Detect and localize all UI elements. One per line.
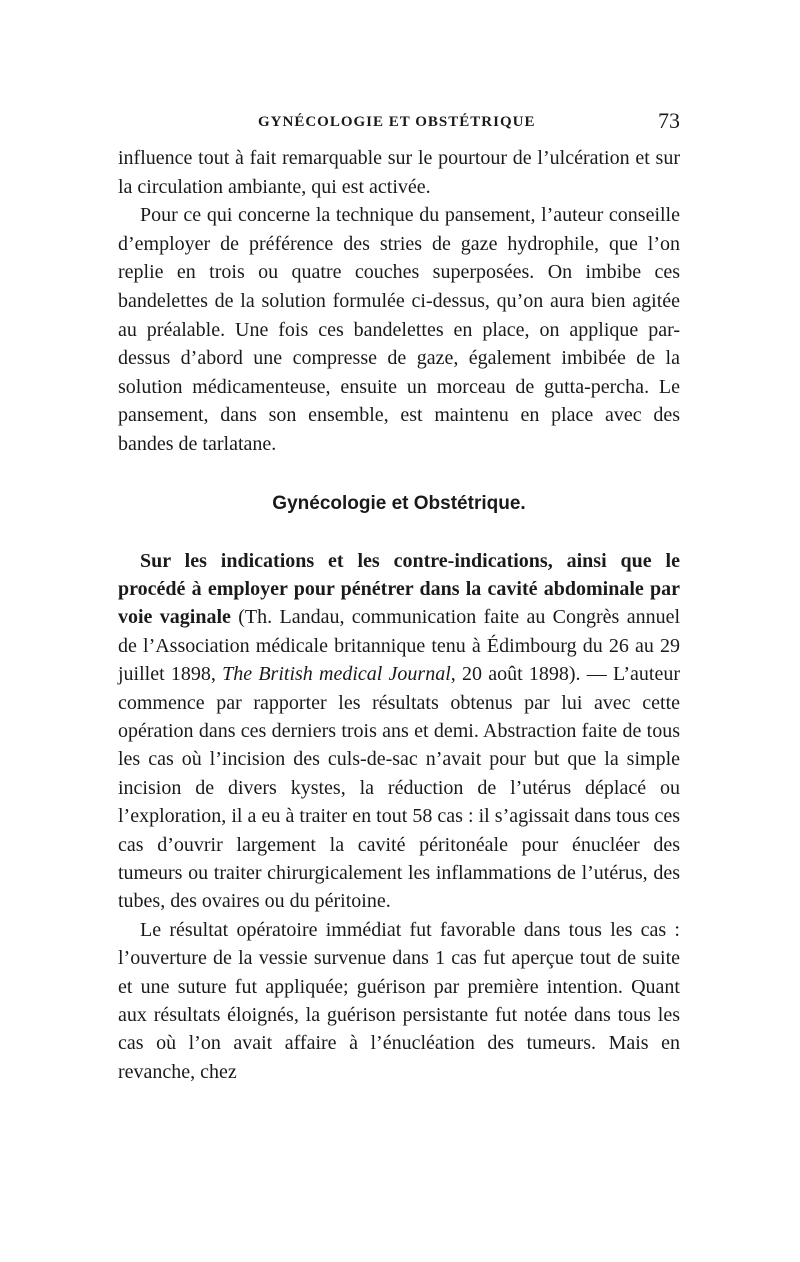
running-head bbox=[118, 108, 680, 144]
running-title: GYNÉCOLOGIE ET OBSTÉTRIQUE bbox=[258, 114, 536, 130]
article-paragraph-2: Le résultat opératoire immédiat fut favorable dans tous les cas : l’ouverture de la vessie survenue dans 1 cas fut aperçue tout de suite et une suture fut appliquée; guérison par première intention. Quant aux résultats éloignés, la guérison persistante fut notée dans tous les cas où l’on avait affaire à l’énucléation des tumeurs. Mais en revanche, chez bbox=[118, 918, 680, 1083]
paragraph-dressing-technique: Pour ce qui concerne la technique du pansement, l’auteur conseille d’employer de préférence des stries de gaze hydrophile, que l’on replie en trois ou quatre couches superposées. On imbibe ces bandelettes de la solution formulée ci-dessus, qu’on aura bien agitée au préalable. Une fois ces bandelettes en place, on applique par-dessus d’abord une compresse de gaze, également imbibée de la solution médicamenteuse, ensuite un morceau de gutta-percha. Le pansement, dans son ensemble, est maintenu en place avec des bandes de tarlatane. bbox=[118, 204, 680, 455]
page-number: 73 bbox=[658, 108, 680, 133]
article-source-start: (Th. Landau, communication faite au Congrès annuel de l’Association médicale britannique tenu à Édimbourg du 26 au 29 juillet 1898, bbox=[118, 606, 681, 686]
article-source-end: , 20 août 1898). — L’auteur commence par rapporter les résultats obtenus par lui avec cette opération dans ces derniers trois ans et demi. Abstraction faite de tous les cas où l’incision des culs-de-sac n’avait pour but que la simple incision de divers kystes, la réduction de l’utérus déplacé ou l’exploration, il a eu à traiter en tout 58 cas : il s’agissait dans tous ces cas d’ouvrir largement la cavité péritonéale pour énucléer des tumeurs ou traiter chirurgicalement les inflammations de l’utérus, des tubes, des ovaires ou du péritoine. bbox=[118, 663, 680, 913]
book-page bbox=[118, 108, 680, 1086]
article bbox=[118, 547, 680, 1087]
paragraph-continuation: influence tout à fait remarquable sur le pourtour de l’ulcération et sur la circulation ambiante, qui est activée. bbox=[118, 147, 680, 198]
article-title: Sur les indications et les contre-indications, ainsi que le procédé à employer pour pénétrer dans la cavité abdominale par voie vaginale bbox=[118, 549, 680, 629]
section-title: Gynécologie et Obstétrique. bbox=[272, 492, 526, 514]
article-paragraph-1 bbox=[118, 547, 680, 916]
journal-title: The British medical Journal bbox=[222, 663, 451, 686]
